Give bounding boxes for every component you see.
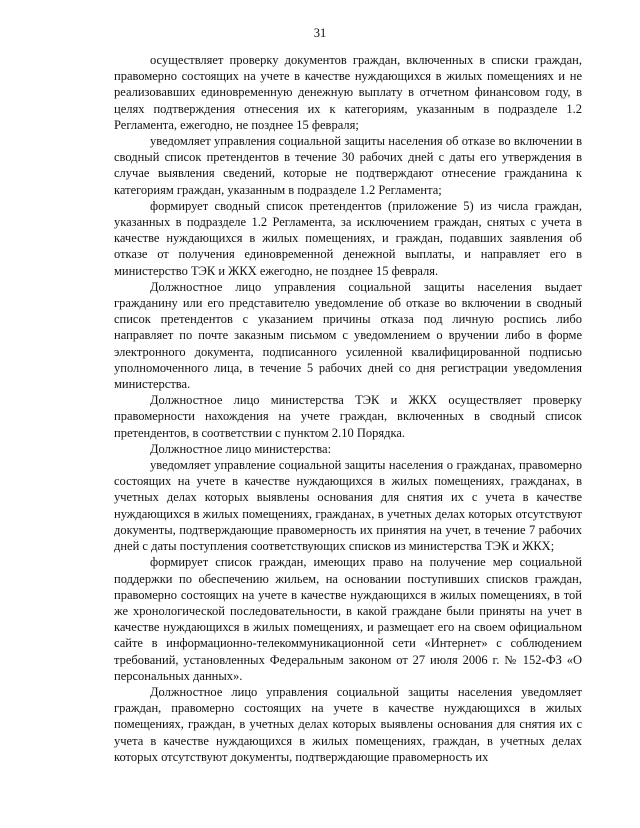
paragraph-notifies-citizens: Должностное лицо управления социальной защиты населения уведомляет граждан, правомерно состоящих на учете в качестве нуждающихся в жилых помещениях, граждан, в учетных делах которых выявлены основания для снятия их с учета в качестве нуждающихся в жилых помещениях, граждан, в учетных делах которых отсутствуют документы, подтверждающие правомерность их	[114, 684, 582, 764]
paragraph-refusal-notice: уведомляет управления социальной защиты населения об отказе во включении в сводный список претендентов в течение 30 рабочих дней с даты его утверждения в случае выявления сведений, которые не подтверждают отнесение гражданина к категориям граждан, указанным в подразделе 1.2 Регламента;	[114, 134, 582, 197]
paragraph-summary-list: формирует сводный список претендентов (приложение 5) из числа граждан, указанных в подразделе 1.2 Регламента, за исключением граждан, снятых с учета в качестве нуждающихся в жилых помещениях, и граждан, подавших заявления об отказе от получения единовременной денежной выплаты, и направляет его в министерство ТЭК и ЖКХ ежегодно, не позднее 15 февраля.	[114, 198, 582, 278]
paragraph-ministry-check: Должностное лицо министерства ТЭК и ЖКХ осуществляет проверку правомерности нахождения на учете граждан, включенных в сводный список претендентов, в соответствии с пунктом 2.10 Порядка.	[114, 393, 582, 440]
paragraph-verification: осуществляет проверку документов граждан, включенных в списки граждан, правомерно состоящих на учете в качестве нуждающихся в жилых помещениях и не реализовавших единовременную денежную выплату в отчетном финансовом году, в целях подтверждения отнесения их к категориям, указанным в подразделе 1.2 Регламента, ежегодно, не позднее 15 февраля;	[114, 53, 582, 132]
document-body	[114, 52, 582, 765]
paragraph-forms-list: формирует список граждан, имеющих право на получение мер социальной поддержки по обеспечению жильем, на основании поступивших списков граждан, правомерно состоящих на учете в качестве нуждающихся в жилых помещениях, в той же хронологической последовательности, в какой граждане были приняты на учет в качестве нуждающихся в жилых помещениях, и размещает его на своем официальном сайте в информационно-телекоммуникационной сети «Интернет» с соблюдением требований, установленных Федеральным законом от 27 июля 2006 г. № 152-ФЗ «О персональных данных».	[114, 555, 582, 683]
paragraph-ministry-official: Должностное лицо министерства:	[150, 441, 332, 456]
paragraph-notifies-department: уведомляет управление социальной защиты населения о гражданах, правомерно состоящих на учете в качестве нуждающихся в жилых помещениях, гражданах, в учетных делах которых выявлены основания для снятия их с учета в качестве нуждающихся в жилых помещениях, гражданах, в учетных делах которых отсутствуют документы, подтверждающие правомерность их принятия на учет, в течение 7 рабочих дней с даты поступления соответствующих списков из министерства ТЭК и ЖКХ;	[114, 458, 582, 554]
page-number: 31	[313, 26, 327, 40]
paragraph-official-issues-notice: Должностное лицо управления социальной защиты населения выдает гражданину или его представителю уведомление об отказе во включении в сводный список претендентов с указанием причины отказа под личную роспись либо направляет по почте заказным письмом с уведомлением о вручении либо в форме электронного документа, подписанного усиленной квалифицированной подписью уполномоченного лица, в течение 5 рабочих дней со дня регистрации уведомления министерства.	[114, 279, 582, 392]
